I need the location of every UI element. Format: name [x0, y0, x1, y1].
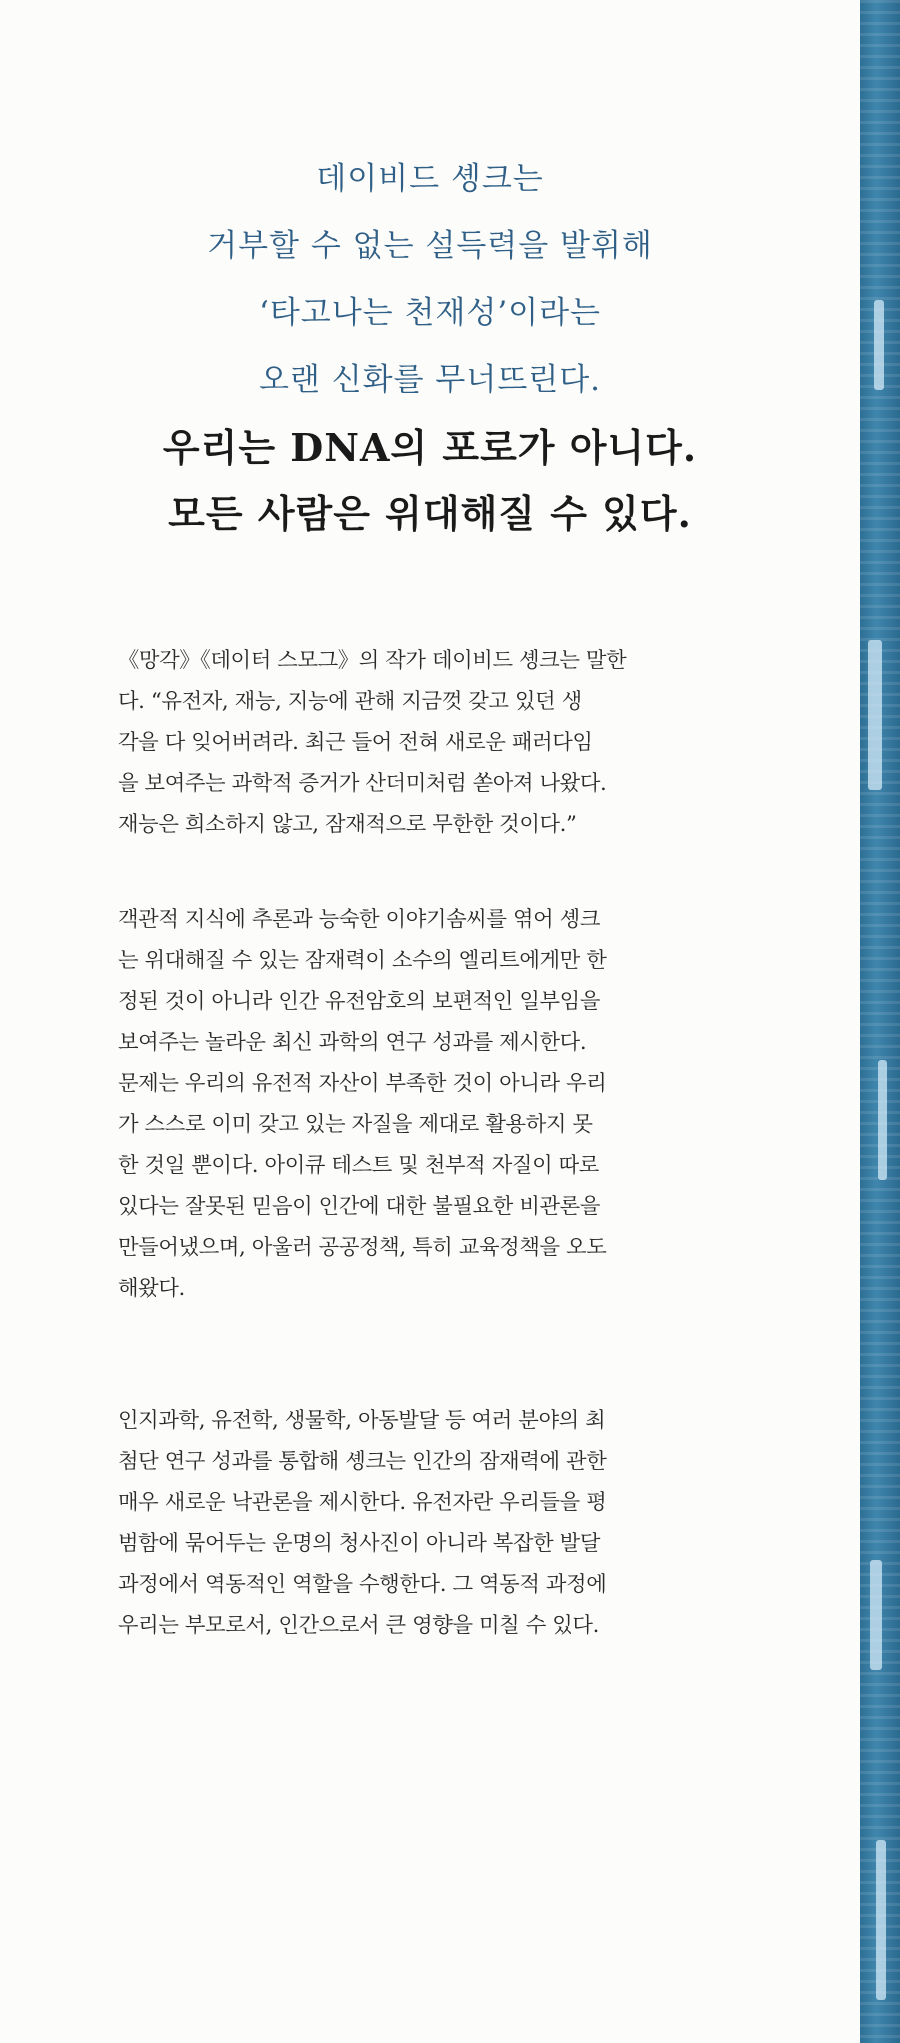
text-line: 만들어냈으며, 아울러 공공정책, 특히 교육정책을 오도 [118, 1235, 607, 1260]
text-line: 각을 다 잊어버려라. 최근 들어 전혀 새로운 패러다임 [118, 730, 593, 755]
intro-line: 오랜 신화를 무너뜨린다. [258, 362, 602, 398]
text-line: 다. “유전자, 재능, 지능에 관해 지금껏 갖고 있던 생 [118, 689, 582, 714]
text-line: 해왔다. [118, 1276, 185, 1301]
text-line: 객관적 지식에 추론과 능숙한 이야기솜씨를 엮어 솅크 [118, 907, 601, 932]
text-line: 인지과학, 유전학, 생물학, 아동발달 등 여러 분야의 최 [118, 1408, 606, 1433]
paragraph-optimism [118, 1400, 773, 1646]
headline-line: 모든 사람은 위대해질 수 있다. [168, 491, 692, 536]
intro-line: 데이비드 솅크는 [316, 161, 544, 197]
intro-line: ‘타고나는 천재성’이라는 [258, 295, 602, 331]
text-line: 가 스스로 이미 갖고 있는 자질을 제대로 활용하지 못 [118, 1112, 593, 1137]
cover-spine-edge [860, 0, 900, 2043]
text-line: 범함에 묶어두는 운명의 청사진이 아니라 복잡한 발달 [118, 1531, 601, 1556]
text-line: 있다는 잘못된 믿음이 인간에 대한 불필요한 비관론을 [118, 1194, 601, 1219]
text-line: 첨단 연구 성과를 통합해 솅크는 인간의 잠재력에 관한 [118, 1449, 607, 1474]
text-line: 《망각》《데이터 스모그》의 작가 데이비드 솅크는 말한 [118, 648, 627, 673]
text-line: 재능은 희소하지 않고, 잠재적으로 무한한 것이다.” [118, 812, 577, 837]
text-line: 보여주는 놀라운 최신 과학의 연구 성과를 제시한다. [118, 1030, 587, 1055]
text-line: 과정에서 역동적인 역할을 수행한다. 그 역동적 과정에 [118, 1572, 607, 1597]
intro-blurb [0, 146, 860, 414]
text-line: 는 위대해질 수 있는 잠재력이 소수의 엘리트에게만 한 [118, 948, 607, 973]
text-line: 정된 것이 아니라 인간 유전암호의 보편적인 일부임을 [118, 989, 601, 1014]
intro-line: 거부할 수 없는 설득력을 발휘해 [207, 228, 653, 264]
text-line: 매우 새로운 낙관론을 제시한다. 유전자란 우리들을 평 [118, 1490, 607, 1515]
text-line: 한 것일 뿐이다. 아이큐 테스트 및 천부적 자질이 따로 [118, 1153, 599, 1178]
paragraph-author-quote [118, 640, 773, 845]
text-line: 우리는 부모로서, 인간으로서 큰 영향을 미칠 수 있다. [118, 1613, 599, 1638]
text-line: 문제는 우리의 유전적 자산이 부족한 것이 아니라 우리 [118, 1071, 607, 1096]
headline-line: 우리는 DNA의 포로가 아니다. [162, 425, 698, 470]
text-line: 을 보여주는 과학적 증거가 산더미처럼 쏟아져 나왔다. [118, 771, 607, 796]
paragraph-research [118, 899, 773, 1309]
headline [0, 415, 860, 547]
